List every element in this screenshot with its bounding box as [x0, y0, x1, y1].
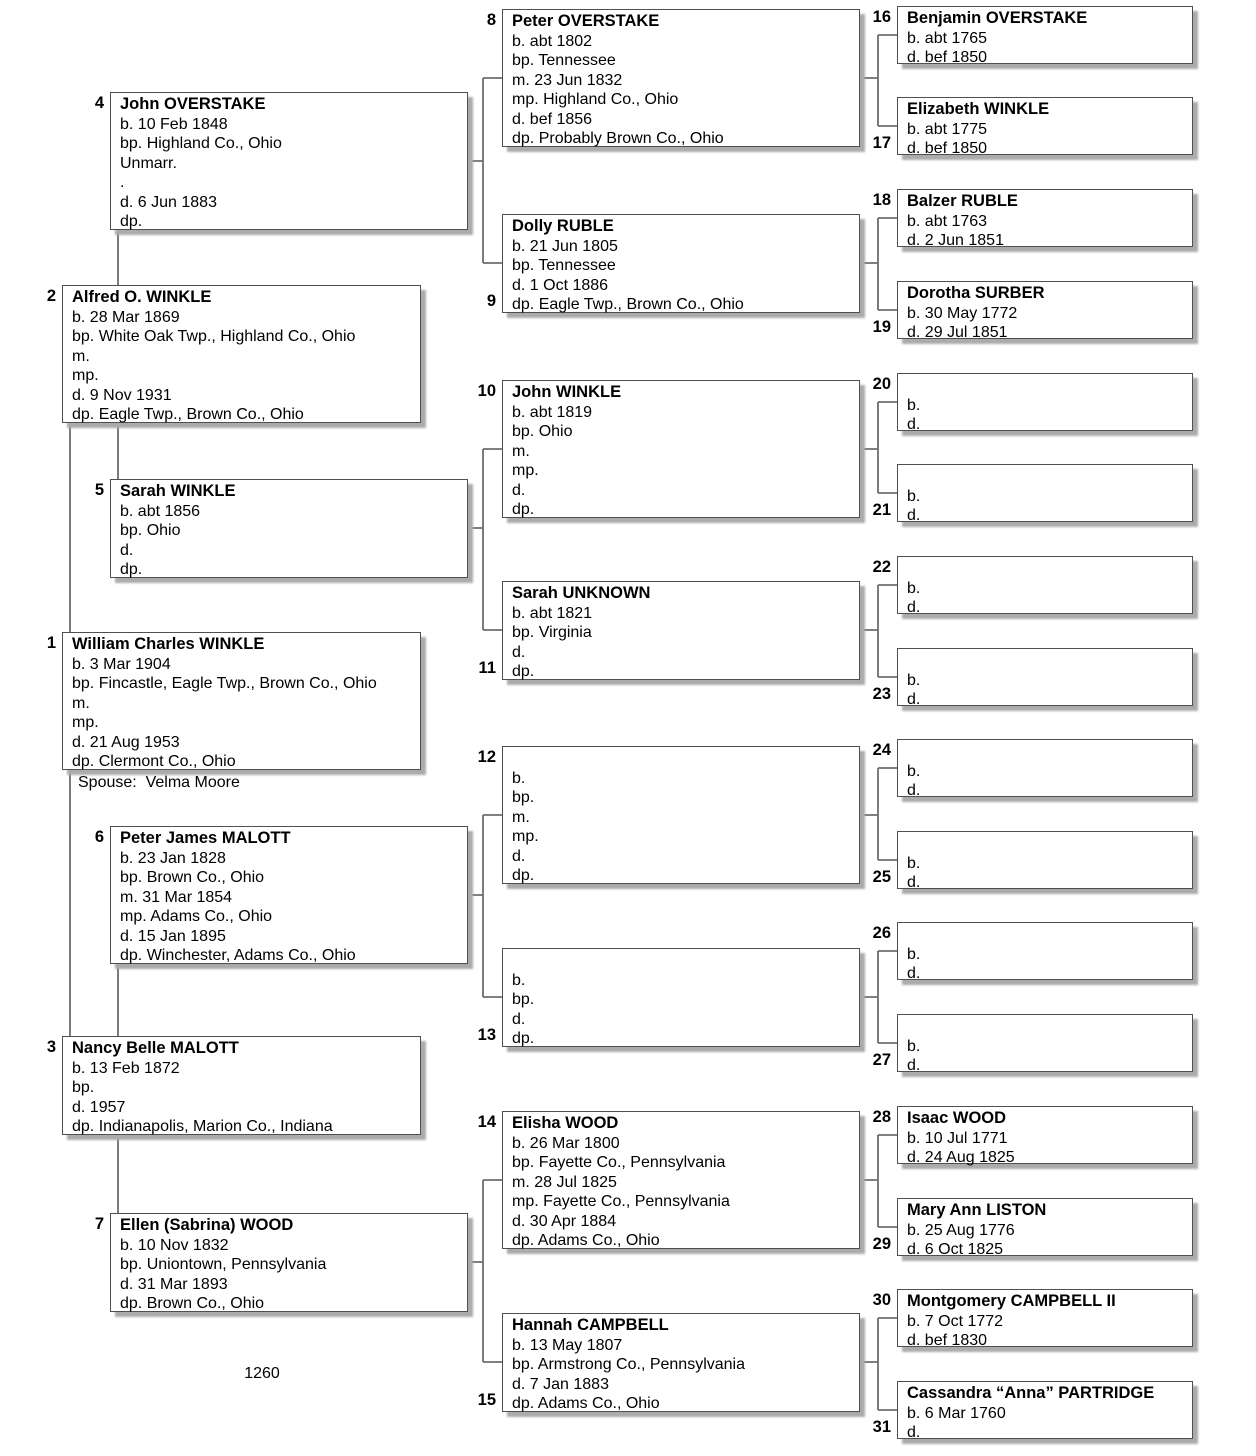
person-detail-line: bp. Fincastle, Eagle Twp., Brown Co., Ohio	[72, 675, 377, 692]
person-name: Elizabeth WINKLE	[907, 100, 1050, 118]
person-detail-line: b. abt 1802	[512, 32, 593, 50]
spouse-line: Spouse: Velma Moore	[78, 774, 240, 791]
person-detail-line: mp. Adams Co., Ohio	[120, 908, 273, 925]
person-detail-line: b.	[907, 671, 921, 689]
person-number-17: 17	[872, 134, 891, 152]
person-detail-line: d.	[512, 481, 526, 499]
person-detail-line: d.	[907, 1424, 921, 1441]
person-name: Elisha WOOD	[512, 1114, 619, 1132]
person-number-10: 10	[477, 382, 496, 400]
person-box-12	[502, 746, 860, 884]
person-detail-line: b. abt 1763	[907, 212, 988, 230]
person-detail-line: d.	[907, 691, 921, 708]
person-detail-line: d.	[512, 847, 526, 865]
person-detail-line: m.	[512, 808, 530, 826]
person-detail-line: d. 31 Mar 1893	[120, 1275, 228, 1293]
person-detail-line: b. 30 May 1772	[907, 304, 1018, 322]
person-box-22	[897, 556, 1193, 614]
person-number-14: 14	[477, 1113, 496, 1131]
person-detail-line: d. 29 Jul 1851	[907, 324, 1008, 341]
person-number-13: 13	[477, 1026, 496, 1044]
person-number-1: 1	[46, 634, 56, 652]
person-detail-line: .	[120, 174, 125, 191]
person-detail-line: dp. Winchester, Adams Co., Ohio	[120, 947, 356, 964]
person-detail-line: b. 6 Mar 1760	[907, 1404, 1006, 1422]
person-detail-line: d.	[907, 416, 921, 433]
person-detail-line: bp.	[512, 991, 535, 1008]
person-name: John OVERSTAKE	[120, 95, 266, 113]
person-detail-line: b. 21 Jun 1805	[512, 237, 618, 255]
person-name	[512, 951, 859, 971]
person-detail-line: d.	[120, 541, 134, 559]
person-detail-line: dp. Clermont Co., Ohio	[72, 753, 236, 770]
person-detail-line: d.	[907, 599, 921, 616]
person-box-28	[897, 1106, 1193, 1164]
person-name: Mary Ann LISTON	[907, 1201, 1047, 1219]
person-name: Montgomery CAMPBELL II	[907, 1292, 1116, 1310]
person-detail-line: bp. Tennessee	[512, 52, 616, 69]
person-detail-line: d. 15 Jan 1895	[120, 927, 226, 945]
person-box-15	[502, 1313, 860, 1412]
person-detail-line: bp. Fayette Co., Pennsylvania	[512, 1154, 726, 1171]
person-detail-line: d. bef 1830	[907, 1332, 988, 1349]
person-name	[907, 651, 1192, 671]
person-number-2: 2	[46, 287, 56, 305]
person-box-3	[62, 1036, 421, 1135]
person-detail-line: bp. Brown Co., Ohio	[120, 869, 265, 886]
person-detail-line: bp. Tennessee	[512, 257, 616, 274]
person-detail-line: mp.	[72, 714, 99, 731]
person-number-19: 19	[872, 318, 891, 336]
person-detail-line: m. 28 Jul 1825	[512, 1173, 617, 1191]
person-detail-line: d. bef 1856	[512, 110, 593, 128]
person-detail-line: dp.	[512, 867, 535, 884]
person-detail-line: b.	[907, 487, 921, 505]
person-box-24	[897, 739, 1193, 797]
person-name: Nancy Belle MALOTT	[72, 1039, 239, 1057]
person-box-6	[110, 826, 468, 964]
person-box-8	[502, 9, 860, 147]
person-detail-line: d.	[907, 1057, 921, 1074]
person-number-5: 5	[94, 481, 104, 499]
person-box-23	[897, 648, 1193, 706]
person-detail-line: d. 21 Aug 1953	[72, 733, 180, 751]
person-box-11	[502, 581, 860, 680]
person-number-4: 4	[94, 94, 104, 112]
person-detail-line: b.	[907, 762, 921, 780]
person-detail-line: bp. Ohio	[120, 522, 181, 539]
person-number-25: 25	[872, 868, 891, 886]
person-detail-line: m.	[72, 347, 90, 365]
person-name: William Charles WINKLE	[72, 635, 265, 653]
person-detail-line: b.	[512, 769, 526, 787]
person-detail-line: b. 26 Mar 1800	[512, 1134, 620, 1152]
person-box-21	[897, 464, 1193, 522]
person-detail-line: b.	[907, 1037, 921, 1055]
person-detail-line: dp. Adams Co., Ohio	[512, 1232, 660, 1249]
person-box-29	[897, 1198, 1193, 1256]
person-detail-line: bp.	[72, 1079, 95, 1096]
person-detail-line: b. abt 1819	[512, 403, 593, 421]
person-detail-line: b. 7 Oct 1772	[907, 1312, 1004, 1330]
person-detail-line: m. 23 Jun 1832	[512, 71, 623, 89]
person-box-17	[897, 97, 1193, 155]
person-name: Benjamin OVERSTAKE	[907, 9, 1088, 27]
person-number-26: 26	[872, 924, 891, 942]
person-number-22: 22	[872, 558, 891, 576]
person-box-30	[897, 1289, 1193, 1347]
person-detail-line: b. 3 Mar 1904	[72, 655, 171, 673]
person-number-29: 29	[872, 1235, 891, 1253]
person-detail-line: dp. Eagle Twp., Brown Co., Ohio	[72, 406, 304, 423]
person-detail-line: bp.	[512, 789, 535, 806]
person-detail-line: d. 1957	[72, 1098, 126, 1116]
person-detail-line: b. abt 1775	[907, 120, 988, 138]
person-detail-line: dp. Brown Co., Ohio	[120, 1295, 265, 1312]
person-number-3: 3	[46, 1038, 56, 1056]
person-number-11: 11	[478, 659, 496, 677]
person-detail-line: d. 2 Jun 1851	[907, 232, 1004, 249]
person-box-2	[62, 285, 421, 423]
person-detail-line: bp. Uniontown, Pennsylvania	[120, 1256, 327, 1273]
person-number-7: 7	[94, 1215, 104, 1233]
person-detail-line: d.	[907, 874, 921, 891]
person-name: Hannah CAMPBELL	[512, 1316, 669, 1334]
person-box-14	[502, 1111, 860, 1249]
person-name: Ellen (Sabrina) WOOD	[120, 1216, 294, 1234]
person-detail-line: b. 23 Jan 1828	[120, 849, 226, 867]
person-box-10	[502, 380, 860, 518]
person-number-28: 28	[872, 1108, 891, 1126]
family-link-bracket	[860, 35, 897, 1410]
person-number-21: 21	[872, 501, 891, 519]
person-detail-line: b.	[907, 396, 921, 414]
person-detail-line: d.	[512, 1010, 526, 1028]
person-name	[907, 467, 1192, 487]
person-detail-line: bp. Armstrong Co., Pennsylvania	[512, 1356, 746, 1373]
person-name: Sarah UNKNOWN	[512, 584, 651, 602]
person-detail-line: dp.	[120, 561, 143, 578]
person-detail-line: dp.	[512, 1030, 535, 1047]
person-detail-line: mp. Highland Co., Ohio	[512, 91, 679, 108]
person-detail-line: mp. Fayette Co., Pennsylvania	[512, 1193, 730, 1210]
person-detail-line: Unmarr.	[120, 154, 177, 172]
person-detail-line: d. bef 1850	[907, 49, 988, 66]
person-name: Balzer RUBLE	[907, 192, 1018, 210]
person-box-16	[897, 6, 1193, 64]
person-box-25	[897, 831, 1193, 889]
person-detail-line: b. 25 Aug 1776	[907, 1221, 1015, 1239]
person-detail-line: b. 10 Jul 1771	[907, 1129, 1008, 1147]
person-detail-line: dp. Indianapolis, Marion Co., Indiana	[72, 1118, 333, 1135]
person-name: Peter James MALOTT	[120, 829, 291, 847]
person-detail-line: d. 7 Jan 1883	[512, 1375, 609, 1393]
person-detail-line: d.	[512, 643, 526, 661]
person-detail-line: bp. Ohio	[512, 423, 573, 440]
person-name	[907, 834, 1192, 854]
person-number-16: 16	[872, 8, 891, 26]
person-number-20: 20	[872, 375, 891, 393]
person-name: Isaac WOOD	[907, 1109, 1007, 1127]
person-name: Peter OVERSTAKE	[512, 12, 660, 30]
person-name	[907, 925, 1192, 945]
person-number-8: 8	[486, 11, 496, 29]
person-number-30: 30	[872, 1291, 891, 1309]
family-link-bracket	[468, 78, 502, 1362]
person-box-5	[110, 479, 468, 578]
person-name: John WINKLE	[512, 383, 622, 401]
person-detail-line: b. 28 Mar 1869	[72, 308, 180, 326]
person-number-6: 6	[94, 828, 104, 846]
person-name	[907, 376, 1192, 396]
person-name	[907, 742, 1192, 762]
person-number-12: 12	[477, 748, 496, 766]
person-detail-line: b.	[512, 971, 526, 989]
person-box-26	[897, 922, 1193, 980]
person-box-4	[110, 92, 468, 230]
person-number-31: 31	[872, 1418, 891, 1436]
person-detail-line: d. 30 Apr 1884	[512, 1212, 617, 1230]
person-detail-line: m.	[512, 442, 530, 460]
person-detail-line: mp.	[512, 828, 539, 845]
person-name	[907, 559, 1192, 579]
person-detail-line: b. abt 1856	[120, 502, 201, 520]
person-detail-line: b.	[907, 945, 921, 963]
person-detail-line: d. 6 Jun 1883	[120, 193, 217, 211]
person-detail-line: d. 6 Oct 1825	[907, 1241, 1004, 1258]
person-box-31	[897, 1381, 1193, 1439]
person-detail-line: b. abt 1765	[907, 29, 988, 47]
page-number: 1260	[244, 1365, 280, 1382]
person-detail-line: b.	[907, 579, 921, 597]
person-detail-line: m.	[72, 694, 90, 712]
person-box-19	[897, 281, 1193, 339]
person-detail-line: bp. Virginia	[512, 624, 592, 641]
person-name: Dolly RUBLE	[512, 217, 614, 235]
person-name	[907, 1017, 1192, 1037]
person-detail-line: dp. Probably Brown Co., Ohio	[512, 130, 724, 147]
person-number-18: 18	[872, 191, 891, 209]
person-box-7	[110, 1213, 468, 1312]
person-number-9: 9	[486, 292, 496, 310]
person-detail-line: dp.	[512, 663, 535, 680]
person-detail-line: d. 9 Nov 1931	[72, 386, 172, 404]
person-detail-line: d. 24 Aug 1825	[907, 1149, 1015, 1166]
person-detail-line: b. 13 May 1807	[512, 1336, 623, 1354]
person-detail-line: d. bef 1850	[907, 140, 988, 157]
person-box-20	[897, 373, 1193, 431]
person-detail-line: d.	[907, 507, 921, 524]
person-box-1	[62, 632, 421, 770]
person-number-23: 23	[872, 685, 891, 703]
person-detail-line: dp. Adams Co., Ohio	[512, 1395, 660, 1412]
person-detail-line: b. abt 1821	[512, 604, 593, 622]
person-detail-line: b. 13 Feb 1872	[72, 1059, 180, 1077]
person-detail-line: d.	[907, 782, 921, 799]
person-detail-line: dp. Eagle Twp., Brown Co., Ohio	[512, 296, 744, 313]
person-number-15: 15	[477, 1391, 496, 1409]
person-box-13	[502, 948, 860, 1047]
person-box-27	[897, 1014, 1193, 1072]
person-detail-line: mp.	[72, 367, 99, 384]
person-name: Cassandra “Anna” PARTRIDGE	[907, 1384, 1155, 1402]
person-detail-line: b.	[907, 854, 921, 872]
person-number-24: 24	[872, 741, 891, 759]
person-box-9	[502, 214, 860, 313]
person-name: Sarah WINKLE	[120, 482, 236, 500]
person-name: Dorotha SURBER	[907, 284, 1045, 302]
person-detail-line: d. 1 Oct 1886	[512, 276, 609, 294]
person-detail-line: dp.	[512, 501, 535, 518]
person-number-27: 27	[872, 1051, 891, 1069]
person-name: Alfred O. WINKLE	[72, 288, 212, 306]
person-detail-line: bp. White Oak Twp., Highland Co., Ohio	[72, 328, 356, 345]
person-detail-line: b. 10 Nov 1832	[120, 1236, 229, 1254]
person-detail-line: m. 31 Mar 1854	[120, 888, 233, 906]
person-detail-line: mp.	[512, 462, 539, 479]
person-detail-line: d.	[907, 965, 921, 982]
person-box-18	[897, 189, 1193, 247]
person-detail-line: dp.	[120, 213, 143, 230]
person-detail-line: bp. Highland Co., Ohio	[120, 135, 282, 152]
person-detail-line: b. 10 Feb 1848	[120, 115, 228, 133]
person-name	[512, 749, 859, 769]
